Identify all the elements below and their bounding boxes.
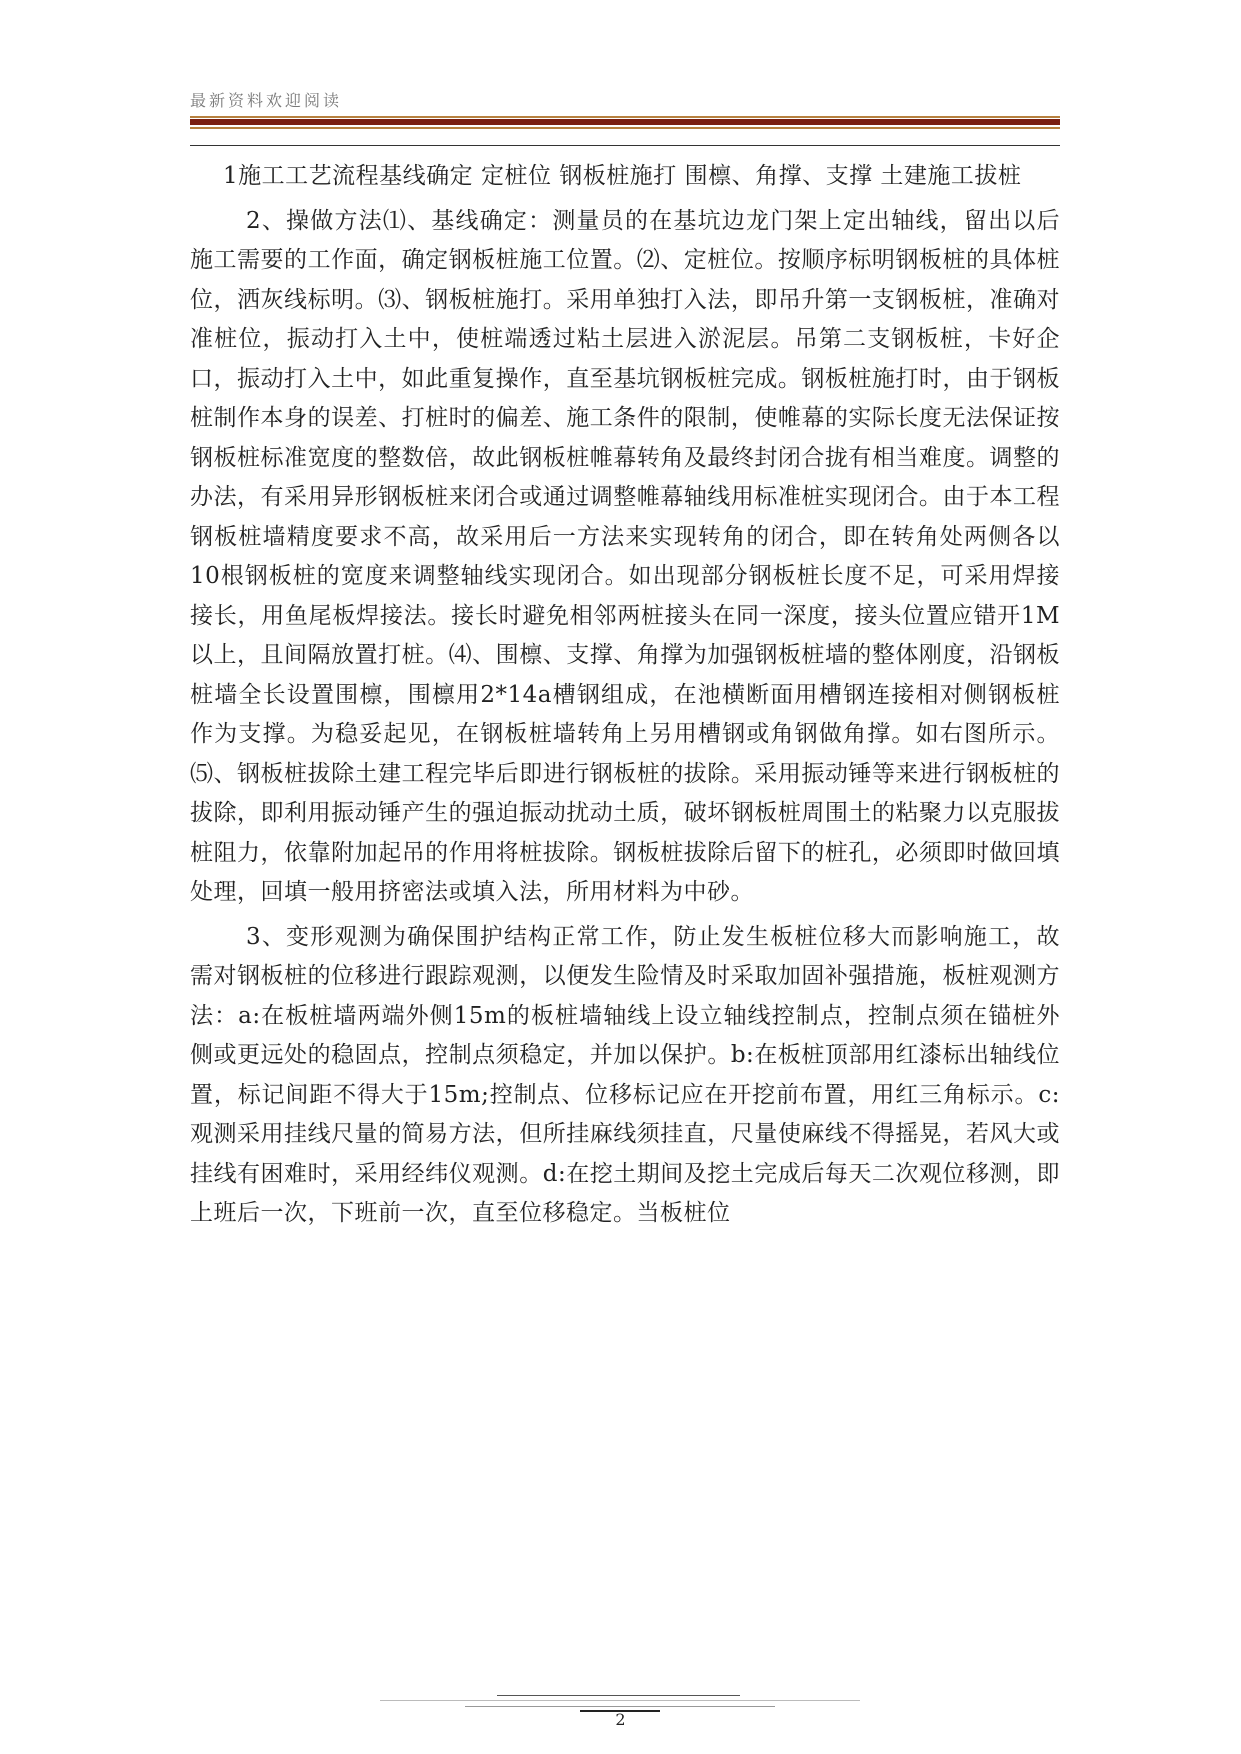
footer-rule-1 xyxy=(497,1695,740,1696)
footer-rule-2 xyxy=(380,1700,860,1701)
paragraph-deformation-observation: 3、变形观测为确保围护结构正常工作，防止发生板桩位移大而影响施工，故需对钢板桩的位移进行跟踪观测，以便发生险情及时采取加固补强措施，板桩观测方法：a:在板桩墙两端外侧15m的板桩墙轴线上设立轴线控制点，控制点须在锚桩外侧或更远处的稳固点，控制点须稳定，并加以保护。b:在板桩顶部用红漆标出轴线位置，标记间距不得大于15m;控制点、位移标记应在开挖前布置，用红三角标示。c:观测采用挂线尺量的简易方法，但所挂麻线须挂直，尺量使麻线不得摇晃，若风大或挂线有困难时，采用经纬仪观测。d:在挖土期间及挖土完成后每天二次观位移测，即上班后一次，下班前一次，直至位移稳定。当板桩位 xyxy=(190,923,1060,1226)
page-header-text: 最新资料欢迎阅读 xyxy=(190,91,343,110)
paragraph-operation-method: 2、操做方法⑴、基线确定：测量员的在基坑边龙门架上定出轴线，留出以后施工需要的工作面，确定钢板桩施工位置。⑵、定桩位。按顺序标明钢板桩的具体桩位，洒灰线标明。⑶、钢板桩施打。采用单独打入法，即吊升第一支钢板桩，准确对准桩位，振动打入土中，使桩端透过粘土层进入淤泥层。吊第二支钢板桩，卡好企口，振动打入土中，如此重复操作，直至基坑钢板桩完成。钢板桩施打时，由于钢板桩制作本身的误差、打桩时的偏差、施工条件的限制，使帷幕的实际长度无法保证按钢板桩标准宽度的整数倍，故此钢板桩帷幕转角及最终封闭合拢有相当难度。调整的办法，有采用异形钢板桩来闭合或通过调整帷幕轴线用标准桩实现闭合。由于本工程钢板桩墙精度要求不高，故采用后一方法来实现转角的闭合，即在转角处两侧各以10根钢板桩的宽度来调整轴线实现闭合。如出现部分钢板桩长度不足，可采用焊接接长，用鱼尾板焊接法。接长时避免相邻两桩接头在同一深度，接头位置应错开1M以上，且间隔放置打桩。⑷、围檩、支撑、角撑为加强钢板桩墙的整体刚度，沿钢板桩墙全长设置围檩，围檩用2*14a槽钢组成，在池横断面用槽钢连接相对侧钢板桩作为支撑。为稳妥起见，在钢板桩墙转角上另用槽钢或角钢做角撑。如右图所示。⑸、钢板桩拔除土建工程完毕后即进行钢板桩的拔除。采用振动锤等来进行钢板桩的拔除，即利用振动锤产生的强迫振动扰动土质，破坏钢板桩周围土的粘聚力以克服拔桩阻力，依靠附加起吊的作用将桩拔除。钢板桩拔除后留下的桩孔，必须即时做回填处理，回填一般用挤密法或填入法，所用材料为中砂。 xyxy=(190,207,1060,905)
document-body xyxy=(190,157,1060,1239)
header-rule-top xyxy=(190,116,1060,118)
header-rule-thick xyxy=(190,119,1060,125)
page-number: 2 xyxy=(615,1710,626,1729)
paragraph-process-flow: 1施工工艺流程基线确定 定桩位 钢板桩施打 围檩、角撑、支撑 土建施工拔桩 xyxy=(223,163,1022,189)
header-rule-bottom xyxy=(190,127,1060,129)
header-rule-thin xyxy=(190,145,1060,146)
footer-rule-3 xyxy=(465,1706,775,1707)
